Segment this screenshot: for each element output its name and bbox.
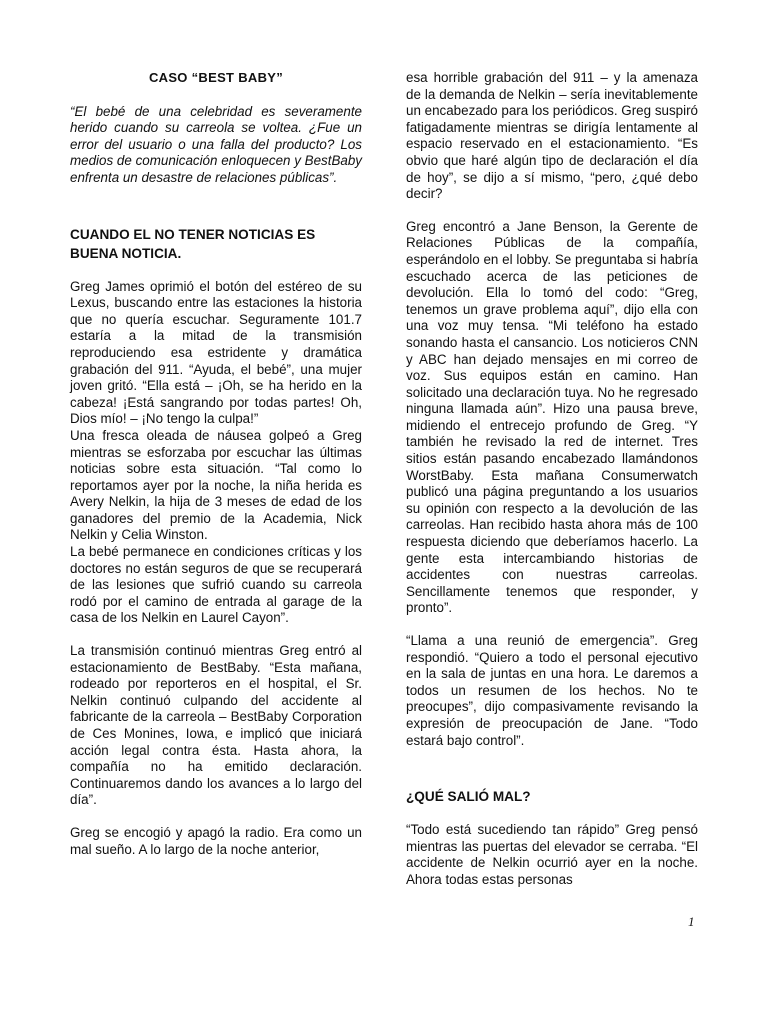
- paragraph: Una fresca oleada de náusea golpeó a Greg mientras se esforzaba por escuchar las últimas noticias sobre esta situación. “Tal como lo reportamos ayer por la noche, la niña herida es Avery Nelkin, la hija de 3 meses de edad de los ganadores del premio de la Academia, Nick Nelkin y Celia Winston.: [70, 427, 362, 543]
- section-heading-2: ¿QUÉ SALIÓ MAL?: [406, 789, 531, 805]
- spacer: [70, 187, 362, 225]
- spacer: [406, 203, 698, 219]
- paragraph: “Llama a una reunió de emergencia”. Greg respondió. “Quiero a todo el personal ejecutivo en la sala de juntas en una hora. Le daremos a todos un resumen de los hechos. No te preocupes”, dijo compasivamente revisando la expresión de preocupación de Jane. “Todo estará bajo control”.: [406, 633, 698, 748]
- spacer: [70, 263, 362, 279]
- spacer: [406, 749, 698, 787]
- spacer: [406, 806, 698, 822]
- section-heading-1: CUANDO EL NO TENER NOTICIAS ES BUENA NOTICIA.: [70, 226, 316, 261]
- case-title: CASO “BEST BABY”: [148, 70, 284, 85]
- paragraph: La bebé permanece en condiciones críticas y los doctores no están seguros de que se recuperará de las lesiones que sufrió cuando su carreola rodó por el camino de entrada al garage de la casa de los Nelkin en Laurel Cayon”.: [70, 544, 362, 626]
- paragraph: “Todo está sucediendo tan rápido” Greg pensó mientras las puertas del elevador se cerraba. “El accidente de Nelkin ocurrió ayer en la noche. Ahora todas estas personas: [406, 822, 698, 887]
- paragraph: Greg se encogió y apagó la radio. Era como un mal sueño. A lo largo de la noche anterior,: [70, 824, 362, 857]
- intro-quote: “El bebé de una celebridad es severamente herido cuando su carreola se voltea. ¿Fue un error del usuario o una falla del producto? Los medios de comunicación enloquecen y BestBaby enfrenta un desastre de relaciones públicas”.: [70, 103, 362, 185]
- spacer: [406, 617, 698, 633]
- spacer: [70, 627, 362, 643]
- paragraph: La transmisión continuó mientras Greg entró al estacionamiento de BestBaby. “Esta mañana, rodeado por reporteros en el hospital, el Sr. Nelkin continuó culpando del accidente al fabricante de la carreola – BestBaby Corporation de Ces Monines, Iowa, e implicó que iniciará acción legal contra ésta. Hasta ahora, la compañía no ha emitido declaración. Continuaremos dando los avances a lo largo del día”.: [70, 643, 362, 808]
- page-number: 1: [688, 914, 695, 929]
- spacer: [70, 809, 362, 825]
- right-column: [406, 70, 698, 889]
- paragraph: Greg James oprimió el botón del estéreo de su Lexus, buscando entre las estaciones la historia que no quería escuchar. Seguramente 101.7 estaría a la mitad de la transmisión reproduciendo esa estridente y dramática grabación del 911. “Ayuda, el bebé”, una mujer joven gritó. “Ella está – ¡Oh, se ha herido en la cabeza! ¡Está sangrando por todas partes! Oh, Dios mío! – ¡No tengo la culpa!”: [70, 278, 362, 427]
- paragraph: Greg encontró a Jane Benson, la Gerente de Relaciones Públicas de la compañía, esperándolo en el lobby. Se preguntaba si habría escuchado acerca de las peticiones de devolución. Ella lo tomó del codo: “Greg, tenemos un grave problema aquí”, dijo ella con una voz muy tensa. “Mi teléfono ha estado sonando hasta el cansancio. Los noticieros CNN y ABC han dejado mensajes en mi correo de voz. Sus equipos están en camino. Han solicitado una declaración tuya. No he regresado ninguna llamada aún”. Hizo una pausa breve, midiendo el entrecejo profundo de Greg. “Y también he revisado la red de internet. Tres sitios están pasando encabezado llamándonos WorstBaby. Esta mañana Consumerwatch publicó una página preguntando a los usuarios su opinión con respecto a la devolución de las carreolas. Han recibido hasta ahora más de 100 respuesta diciendo que deberíamos hacerlo. La gente esta intercambiando historias de accidentes con nuestras carreolas. Sencillamente tenemos que responder, y pronto”.: [406, 218, 698, 616]
- paragraph: esa horrible grabación del 911 – y la amenaza de la demanda de Nelkin – sería inevitablemente un encabezado para los periódicos. Greg suspiró fatigadamente mientras se dirigía lentamente al espacio reservado en el estacionamiento. “Es obvio que haré algún tipo de declaración el día de hoy”, se dijo a sí mismo, “pero, ¿qué debo decir?: [406, 70, 698, 202]
- left-column: [70, 70, 362, 858]
